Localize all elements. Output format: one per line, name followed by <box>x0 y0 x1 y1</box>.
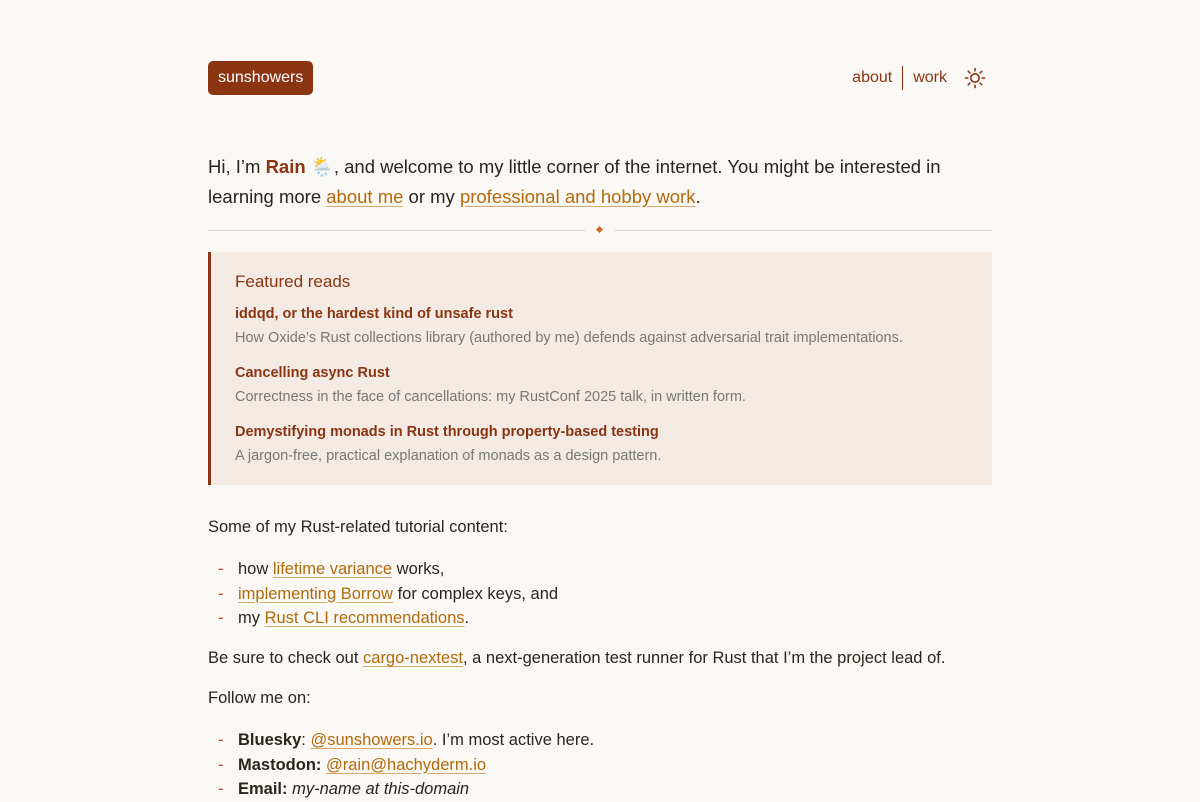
nav-divider <box>902 66 903 90</box>
tutorials-heading: Some of my Rust-related tutorial content: <box>208 518 508 536</box>
featured-item-link[interactable]: Demystifying monads in Rust through property-based testing <box>235 424 659 440</box>
list-item: - my Rust CLI recommendations. <box>208 606 992 631</box>
featured-item-desc: How Oxide’s Rust collections library (authored by me) defends against adversarial trait implementations. <box>235 330 903 346</box>
rust-cli-recommendations-link[interactable]: Rust CLI recommendations <box>264 609 465 627</box>
author-name: Rain <box>265 156 306 177</box>
list-item: - how lifetime variance works, <box>208 557 992 582</box>
featured-heading: Featured reads <box>235 272 351 291</box>
implementing-borrow-link[interactable]: implementing Borrow <box>238 584 393 603</box>
main-nav <box>852 61 986 95</box>
featured-reads-box <box>208 252 992 485</box>
email-text: my-name at this-domain <box>292 780 470 798</box>
intro-text: . <box>695 186 701 207</box>
list-item: - Bluesky: @sunshowers.io. I’m most active here. <box>208 728 992 753</box>
mastodon-link[interactable]: @rain@hachyderm.io <box>326 755 487 774</box>
nav-work-link[interactable]: work <box>913 69 947 86</box>
featured-item-link[interactable]: iddqd, or the hardest kind of unsafe rust <box>235 306 513 322</box>
work-link[interactable]: professional and hobby work <box>459 186 696 207</box>
featured-item <box>235 424 975 464</box>
tutorials-list <box>208 557 992 631</box>
intro-paragraph <box>208 152 992 212</box>
featured-item-link[interactable]: Cancelling async Rust <box>235 365 390 381</box>
list-item: - Email: my-name at this-domain <box>208 777 992 802</box>
weather-emoji: 🌦️ <box>310 156 334 177</box>
bluesky-link[interactable]: @sunshowers.io <box>310 731 433 749</box>
featured-item-desc: Correctness in the face of cancellations: my RustConf 2025 talk, in written form. <box>235 389 746 405</box>
cargo-nextest-link[interactable]: cargo-nextest <box>363 649 463 667</box>
lifetime-variance-link[interactable]: lifetime variance <box>272 560 393 578</box>
intro-text: Hi, I’m <box>208 156 266 177</box>
sun-icon[interactable] <box>964 67 986 89</box>
diamond-icon <box>596 226 603 233</box>
section-divider <box>208 229 992 231</box>
list-item: - Mastodon: @rain@hachyderm.io <box>208 753 992 778</box>
about-me-link[interactable]: about me <box>326 186 404 207</box>
site-header <box>208 61 992 95</box>
intro-text: or my <box>403 186 460 207</box>
nextest-paragraph: Be sure to check out cargo-nextest, a next-generation test runner for Rust that I’m the project lead of. <box>208 649 946 667</box>
social-list <box>208 728 992 802</box>
featured-item <box>235 306 975 346</box>
featured-item-desc: A jargon-free, practical explanation of monads as a design pattern. <box>235 448 662 464</box>
brand-logo-link[interactable]: sunshowers <box>208 61 313 95</box>
featured-item <box>235 365 975 405</box>
nav-about-link[interactable]: about <box>852 69 893 86</box>
list-item: - implementing Borrow for complex keys, and <box>208 582 992 607</box>
intro-text: , and welcome to my little corner of the internet. You might be interested in learning more <box>208 156 941 207</box>
follow-heading: Follow me on: <box>208 689 311 707</box>
